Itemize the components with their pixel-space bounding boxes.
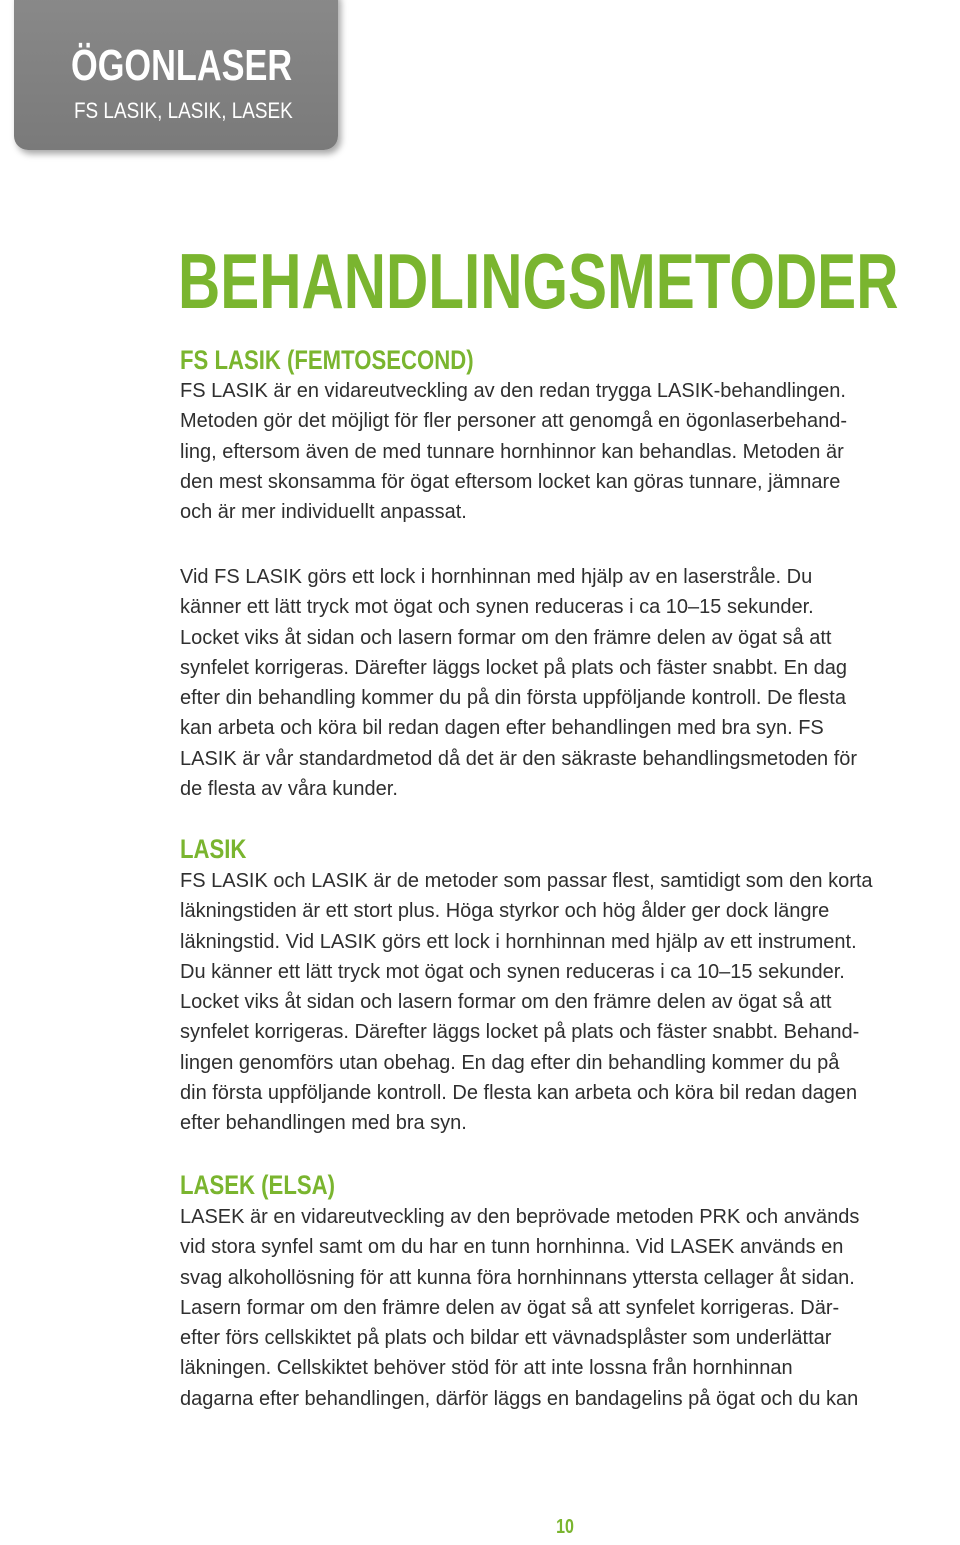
text-line: läkningstiden är ett stort plus. Höga styrkor och hög ålder ger dock längre <box>180 900 830 923</box>
text-line: läkningstid. Vid LASIK görs ett lock i hornhinnan med hjälp av ett instrument. <box>180 930 857 953</box>
text-line: ling, eftersom även de med tunnare hornhinnor kan behandlas. Metoden är <box>180 440 844 463</box>
text-line: Metoden gör det möjligt för fler personer att genomgå en ögonlaserbehand- <box>180 410 848 433</box>
text-line: lingen genomförs utan obehag. En dag efter din behandling kommer du på <box>180 1051 840 1074</box>
text-line: och är mer individuellt anpassat. <box>180 501 467 524</box>
header-subtitle: FS LASIK, LASIK, LASEK <box>74 98 293 123</box>
section-title-fs-lasik: FS LASIK (FEMTOSECOND) <box>180 345 474 375</box>
text-line: synfelet korrigeras. Därefter läggs locket på plats och fäster snabbt. Behand- <box>180 1021 860 1044</box>
paragraph-fs-lasik-procedure <box>180 562 960 804</box>
paragraph-fs-lasik-intro <box>180 376 960 527</box>
page-number: 10 <box>556 1516 574 1538</box>
text-line: läkningen. Cellskiktet behöver stöd för att inte lossna från hornhinnan <box>180 1357 793 1380</box>
text-line: vid stora synfel samt om du har en tunn hornhinna. Vid LASEK används en <box>180 1236 844 1259</box>
header-title: ÖGONLASER <box>71 41 293 90</box>
section-title-lasik: LASIK <box>180 834 247 864</box>
text-line: Locket viks åt sidan och lasern formar om den främre delen av ögat så att <box>180 626 832 649</box>
text-line: LASEK är en vidareutveckling av den beprövade metoden PRK och används <box>180 1206 860 1228</box>
text-line: svag alkohollösning för att kunna föra hornhinnans yttersta cellager åt sidan. <box>180 1266 855 1289</box>
text-line: kan arbeta och köra bil redan dagen efter behandlingen med bra syn. FS <box>180 717 824 740</box>
page-heading: BEHANDLINGSMETODER <box>178 237 899 325</box>
text-line: Locket viks åt sidan och lasern formar om den främre delen av ögat så att <box>180 991 832 1014</box>
text-line: Du känner ett lätt tryck mot ögat och synen reduceras i ca 10–15 sekunder. <box>180 960 845 983</box>
text-line: synfelet korrigeras. Därefter läggs locket på plats och fäster snabbt. En dag <box>180 656 848 679</box>
text-line: efter behandlingen med bra syn. <box>180 1112 467 1135</box>
text-line: LASIK är vår standardmetod då det är den säkraste behandlingsmetoden för <box>180 747 858 770</box>
text-line: efter din behandling kommer du på din första uppföljande kontroll. De flesta <box>180 687 846 710</box>
text-line: känner ett lätt tryck mot ögat och synen reduceras i ca 10–15 sekunder. <box>180 596 814 619</box>
text-line: de flesta av våra kunder. <box>180 778 398 801</box>
text-line: FS LASIK och LASIK är de metoder som passar flest, samtidigt som den korta <box>180 870 873 892</box>
text-line: Vid FS LASIK görs ett lock i hornhinnan med hjälp av en laserstråle. Du <box>180 566 813 588</box>
section-title-lasek: LASEK (ELSA) <box>180 1170 335 1200</box>
paragraph-lasik <box>180 866 960 1139</box>
text-line: dagarna efter behandlingen, därför läggs en bandagelins på ögat och du kan <box>180 1387 859 1410</box>
paragraph-lasek <box>180 1202 960 1414</box>
text-line: efter förs cellskiktet på plats och bildar ett vävnadsplåster som underlättar <box>180 1327 832 1350</box>
text-line: din första uppföljande kontroll. De flesta kan arbeta och köra bil redan dagen <box>180 1082 858 1105</box>
text-line: den mest skonsamma för ögat eftersom locket kan göras tunnare, jämnare <box>180 470 841 493</box>
text-line: FS LASIK är en vidareutveckling av den redan trygga LASIK-behandlingen. <box>180 380 846 402</box>
text-line: Lasern formar om den främre delen av ögat så att synfelet korrigeras. Där- <box>180 1296 840 1319</box>
